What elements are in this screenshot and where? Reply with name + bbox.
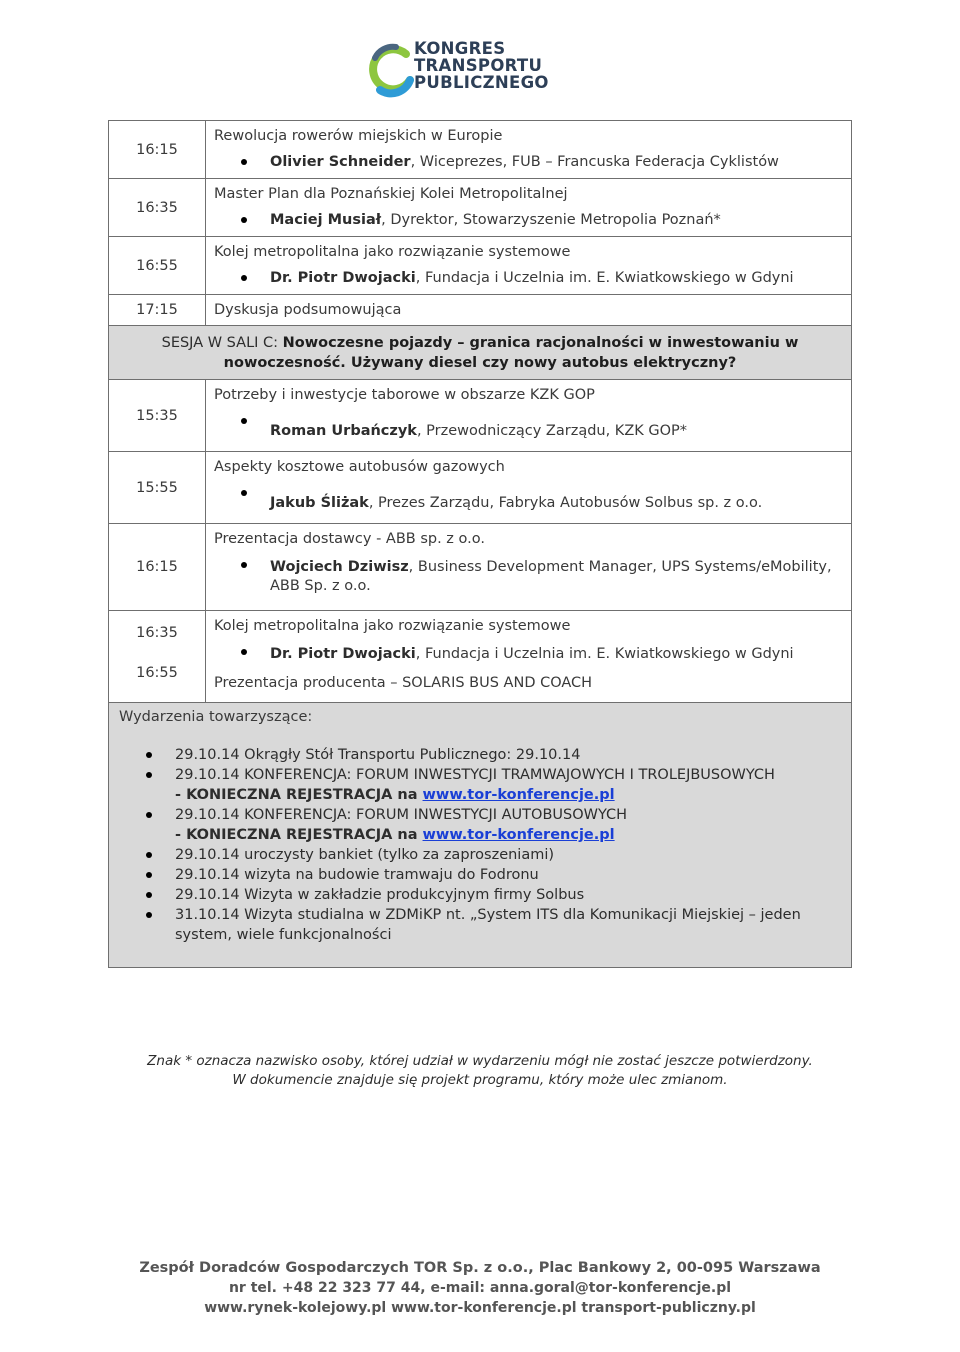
talk-title: Aspekty kosztowe autobusów gazowych	[214, 459, 505, 475]
talk-title: Rewolucja rowerów miejskich w Europie	[214, 128, 503, 144]
time-cell: 16:55	[109, 237, 206, 295]
table-row	[109, 295, 852, 326]
footer-company: Zespół Doradców Gospodarczych TOR Sp. z o.o., Plac Bankowy 2, 00-095 Warszawa	[139, 1260, 821, 1276]
list-item: 29.10.14 wizyta na budowie tramwaju do Fodronu	[109, 865, 851, 885]
registration-link[interactable]: www.tor-konferencje.pl	[422, 787, 615, 803]
footer-websites: www.rynek-kolejowy.pl www.tor-konferencje.pl transport-publiczny.pl	[204, 1300, 756, 1316]
logo-line-3: PUBLICZNEGO	[414, 73, 549, 92]
time-cell: 15:55	[109, 452, 206, 524]
speaker-name: Wojciech Dziwisz	[270, 559, 409, 575]
table-row	[109, 237, 852, 295]
logo-ring-icon	[366, 36, 416, 102]
speaker-affiliation: , Wiceprezes, FUB – Francuska Federacja Cyklistów	[410, 154, 779, 170]
events-row	[109, 703, 852, 968]
talk-title: Kolej metropolitalna jako rozwiązanie systemowe	[214, 618, 571, 634]
program-table	[108, 120, 852, 968]
speaker	[206, 406, 851, 451]
registration-link[interactable]: www.tor-konferencje.pl	[422, 827, 615, 843]
events-list	[109, 745, 851, 945]
time-cell: 16:55	[136, 665, 178, 681]
time-cell: 16:15	[109, 121, 206, 179]
note-line-1: Znak * oznacza nazwisko osoby, której udział w wydarzeniu mógł nie zostać jeszcze potwierdzony.	[147, 1053, 813, 1069]
event-text: 29.10.14 KONFERENCJA: FORUM INWESTYCJI AUTOBUSOWYCH	[175, 807, 628, 823]
list-item: 29.10.14 uroczysty bankiet (tylko za zaproszeniami)	[109, 845, 851, 865]
table-row	[109, 121, 852, 179]
logo	[366, 36, 586, 114]
list-item: 29.10.14 Okrągły Stół Transportu Publicznego: 29.10.14	[109, 745, 851, 765]
speaker	[206, 147, 851, 178]
registration-note: - KONIECZNA REJESTRACJA na www.tor-konferencje.pl	[175, 827, 615, 843]
list-item	[109, 765, 851, 805]
talk-title: Kolej metropolitalna jako rozwiązanie systemowe	[214, 244, 571, 260]
time-cell: 16:35	[109, 179, 206, 237]
table-row	[109, 179, 852, 237]
speaker-affiliation: , Prezes Zarządu, Fabryka Autobusów Solbus sp. z o.o.	[368, 495, 763, 511]
speaker-affiliation: , Fundacja i Uczelnia im. E. Kwiatkowskiego w Gdyni	[415, 270, 794, 286]
registration-note: - KONIECZNA REJESTRACJA na www.tor-konferencje.pl	[175, 787, 615, 803]
speaker	[206, 263, 851, 294]
talk-title: Potrzeby i inwestycje taborowe w obszarze KZK GOP	[214, 387, 595, 403]
speaker-name: Maciej Musiał	[270, 212, 382, 228]
speaker-affiliation: , Business Development Manager, UPS Systems/eMobility, ABB Sp. z o.o.	[270, 559, 832, 594]
speaker-affiliation: , Fundacja i Uczelnia im. E. Kwiatkowskiego w Gdyni	[415, 646, 794, 662]
session-header	[109, 326, 851, 379]
time-cell: 16:35	[136, 625, 178, 641]
talk-title: Prezentacja dostawcy - ABB sp. z o.o.	[214, 531, 485, 547]
list-item	[109, 805, 851, 845]
speaker	[206, 205, 851, 236]
logo-line-2: TRANSPORTU	[414, 56, 543, 75]
list-item: 29.10.14 Wizyta w zakładzie produkcyjnym firmy Solbus	[109, 885, 851, 905]
speaker-name: Roman Urbańczyk	[270, 423, 417, 439]
speaker-affiliation: , Przewodniczący Zarządu, KZK GOP*	[416, 423, 688, 439]
time-cell: 16:15	[109, 524, 206, 611]
speaker	[206, 637, 851, 668]
events-title: Wydarzenia towarzyszące:	[119, 709, 313, 725]
talk-title: Dyskusja podsumowująca	[214, 302, 402, 318]
logo-line-1: KONGRES	[414, 39, 506, 58]
speaker-affiliation: , Dyrektor, Stowarzyszenie Metropolia Poznań*	[381, 212, 721, 228]
table-row	[109, 611, 852, 703]
session-prefix: SESJA W SALI C:	[161, 335, 283, 351]
talk-title: Master Plan dla Poznańskiej Kolei Metropolitalnej	[214, 186, 568, 202]
disclaimer-note	[0, 1052, 960, 1090]
table-row	[109, 452, 852, 524]
speaker-name: Dr. Piotr Dwojacki	[270, 646, 416, 662]
speaker-name: Dr. Piotr Dwojacki	[270, 270, 416, 286]
session-row	[109, 326, 852, 380]
table-row	[109, 380, 852, 452]
speaker-name: Jakub Śliżak	[270, 495, 369, 511]
speaker	[206, 550, 851, 610]
footer	[0, 1258, 960, 1318]
time-cell: 15:35	[109, 380, 206, 452]
event-text: 29.10.14 KONFERENCJA: FORUM INWESTYCJI TRAMWAJOWYCH I TROLEJBUSOWYCH	[175, 767, 775, 783]
note-line-2: W dokumencie znajduje się projekt programu, który może ulec zmianom.	[232, 1072, 728, 1088]
table-row	[109, 524, 852, 611]
speaker-name: Olivier Schneider	[270, 154, 411, 170]
talk-title: Prezentacja producenta – SOLARIS BUS AND COACH	[214, 675, 593, 691]
speaker	[206, 478, 851, 523]
time-cell: 17:15	[109, 295, 206, 326]
session-title: Nowoczesne pojazdy – granica racjonalności w inwestowaniu w nowoczesność. Używany diesel czy nowy autobus elektryczny?	[223, 335, 799, 371]
footer-contact: nr tel. +48 22 323 77 44, e-mail: anna.goral@tor-konferencje.pl	[228, 1280, 732, 1296]
list-item: 31.10.14 Wizyta studialna w ZDMiKP nt. „System ITS dla Komunikacji Miejskiej – jeden system, wiele funkcjonalności	[109, 905, 851, 945]
